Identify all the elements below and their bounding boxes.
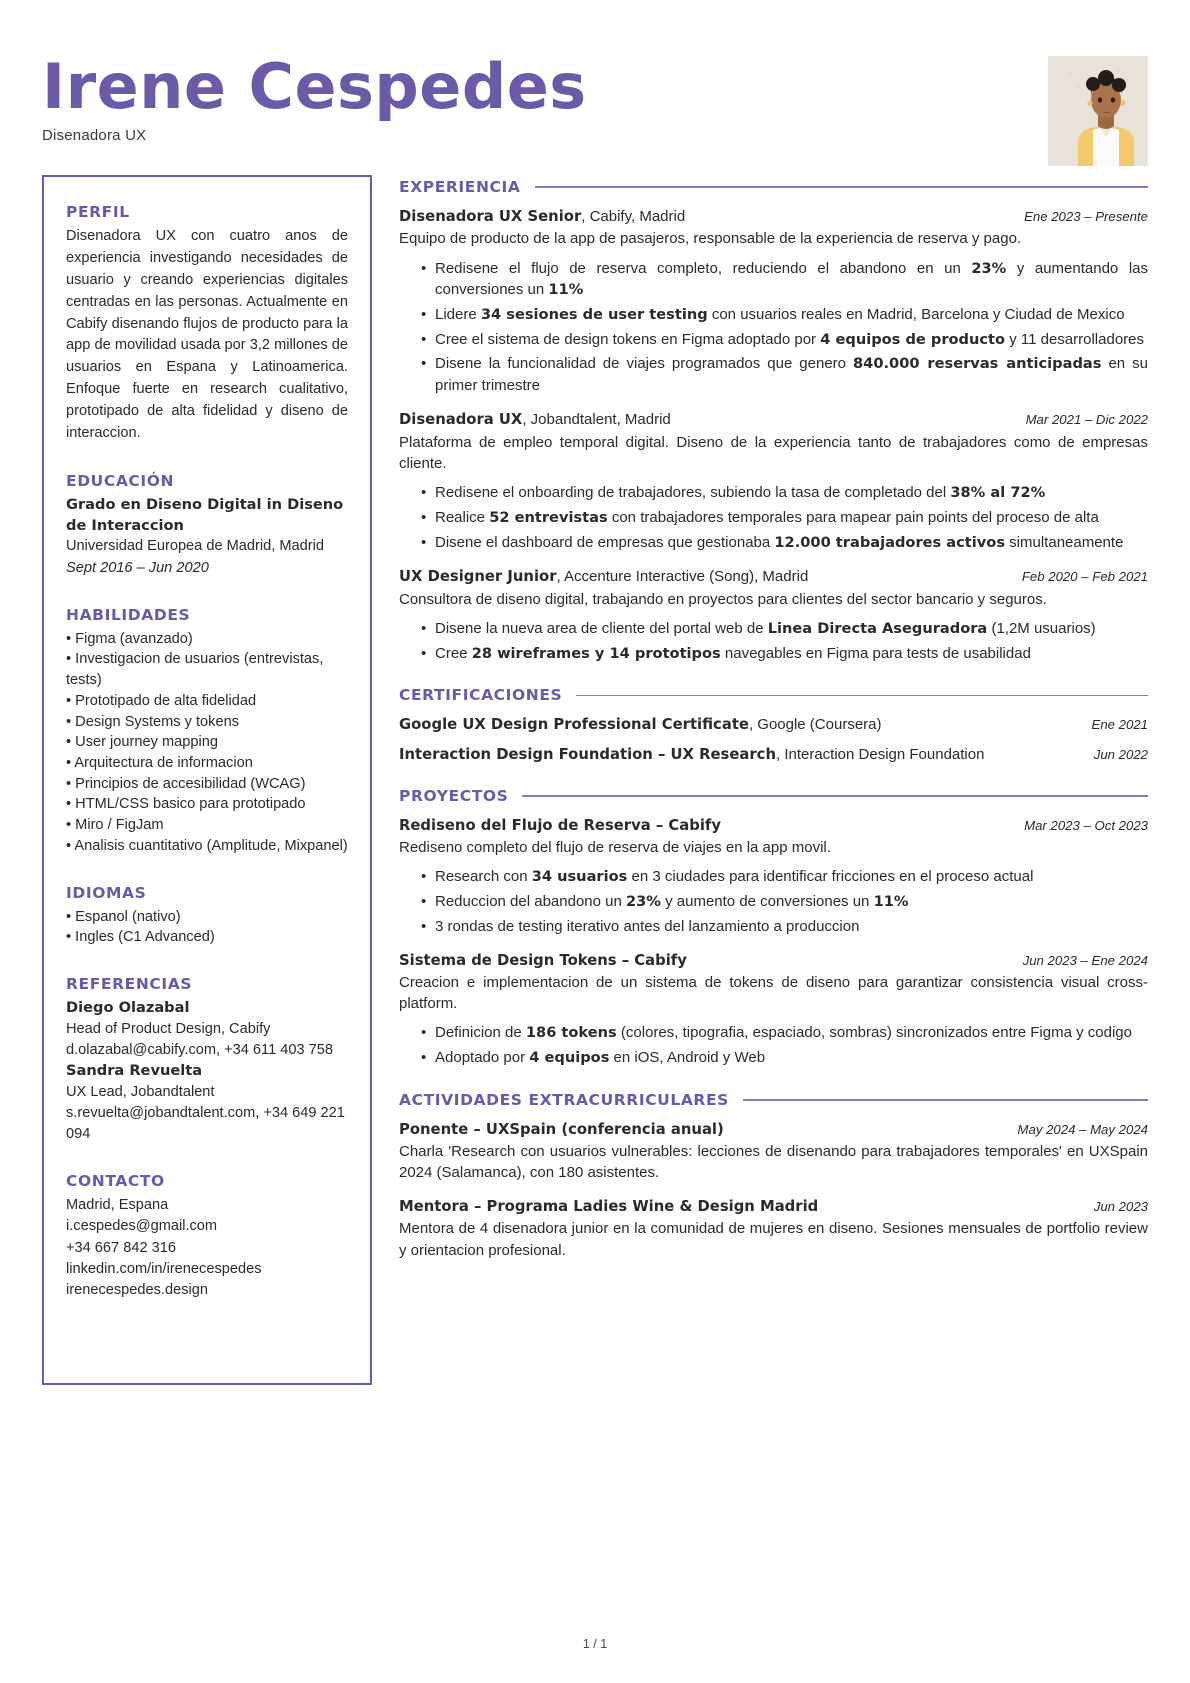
contact-list bbox=[66, 1195, 348, 1301]
entry-bullet: • Realice 52 entrevistas con trabajadores temporales para mapear pain points del proceso de alta bbox=[421, 507, 1148, 529]
language-item: • Ingles (C1 Advanced) bbox=[66, 929, 215, 946]
entry-title: Disenadora UX Senior, Cabify, Madrid bbox=[399, 208, 686, 225]
entry-title: Rediseno del Flujo de Reserva – Cabify bbox=[399, 816, 722, 834]
candidate-job-title: Disenadora UX bbox=[42, 127, 147, 144]
section-rule bbox=[522, 795, 1148, 797]
skill-item: • Design Systems y tokens bbox=[66, 713, 240, 730]
reference-contact: s.revuelta@jobandtalent.com, +34 649 221 094 bbox=[66, 1104, 345, 1143]
skills-list bbox=[66, 629, 348, 857]
entry-date: Mar 2023 – Oct 2023 bbox=[1024, 817, 1148, 833]
entry-date: Jun 2023 bbox=[1093, 1199, 1148, 1215]
section-header-certificaciones bbox=[399, 686, 1148, 704]
certification-date: Ene 2021 bbox=[1091, 717, 1148, 733]
entry-bullets bbox=[399, 866, 1148, 937]
contact-line: linkedin.com/in/irenecespedes bbox=[66, 1260, 262, 1277]
contact-line: +34 667 842 316 bbox=[66, 1239, 176, 1256]
section-rule bbox=[743, 1099, 1148, 1101]
entry bbox=[399, 951, 1148, 1069]
resume-body bbox=[0, 175, 1190, 1385]
education-school: Universidad Europea de Madrid, Madrid bbox=[66, 538, 324, 555]
certification-row bbox=[399, 745, 1148, 765]
entry bbox=[399, 816, 1148, 937]
entry-bullet: • 3 rondas de testing iterativo antes del lanzamiento a produccion bbox=[421, 916, 1148, 937]
certification-title: Interaction Design Foundation – UX Research, Interaction Design Foundation bbox=[399, 745, 985, 763]
entry bbox=[399, 1197, 1148, 1261]
entry-bullet: • Redisene el onboarding de trabajadores, subiendo la tasa de completado del 38% al 72% bbox=[421, 482, 1148, 504]
entry-bullet: • Lidere 34 sesiones de user testing con usuarios reales en Madrid, Barcelona y Ciudad de Mexico bbox=[421, 304, 1148, 326]
entry-description: Rediseno completo del flujo de reserva de viajes en la app movil. bbox=[399, 838, 831, 856]
skill-item: • Figma (avanzado) bbox=[66, 630, 193, 647]
experience-entries bbox=[399, 207, 1148, 664]
profile-photo-illustration bbox=[1048, 56, 1148, 166]
entry-header bbox=[399, 1120, 1148, 1140]
entry-description: Plataforma de empleo temporal digital. Diseno de la experiencia tanto de trabajadores como de empresas cliente. bbox=[399, 433, 1148, 472]
section-title-actividades: ACTIVIDADES EXTRACURRICULARES bbox=[399, 1090, 729, 1109]
entry-date: Ene 2023 – Presente bbox=[1024, 209, 1148, 224]
entry-bullets bbox=[399, 618, 1148, 664]
skill-item: • Prototipado de alta fidelidad bbox=[66, 692, 257, 709]
entry-header bbox=[399, 951, 1148, 971]
sidebar-heading-idiomas: IDIOMAS bbox=[66, 883, 147, 902]
entry-bullets bbox=[399, 482, 1148, 553]
section-header-proyectos bbox=[399, 787, 1148, 805]
sidebar-heading-educacion: EDUCACIÓN bbox=[66, 471, 175, 490]
languages-list bbox=[66, 907, 348, 948]
contact-line: irenecespedes.design bbox=[66, 1281, 208, 1298]
entry-bullet: • Research con 34 usuarios en 3 ciudades para identificar fricciones en el proceso actual bbox=[421, 866, 1148, 888]
entry-description: Equipo de producto de la app de pasajeros, responsable de la experiencia de reserva y pago. bbox=[399, 230, 1022, 248]
sidebar-heading-contacto: CONTACTO bbox=[66, 1172, 165, 1191]
contact-line: i.cespedes@gmail.com bbox=[66, 1218, 218, 1235]
entry-bullet: • Redisene el flujo de reserva completo, reduciendo el abandono en un 23% y aumentando las conversiones un 11% bbox=[421, 258, 1148, 301]
skill-item: • Analisis cuantitativo (Amplitude, Mixpanel) bbox=[66, 837, 348, 854]
section-title-proyectos: PROYECTOS bbox=[399, 786, 509, 805]
entry bbox=[399, 207, 1148, 396]
section-title-experiencia: EXPERIENCIA bbox=[399, 178, 521, 196]
entry-date: Feb 2020 – Feb 2021 bbox=[1021, 569, 1148, 585]
entry-header bbox=[399, 207, 1148, 227]
entry-date: Jun 2023 – Ene 2024 bbox=[1022, 952, 1148, 968]
entry-title: Sistema de Design Tokens – Cabify bbox=[399, 951, 687, 969]
entry bbox=[399, 567, 1148, 664]
entry-date: Mar 2021 – Dic 2022 bbox=[1025, 412, 1148, 428]
entry-bullet: • Reduccion del abandono un 23% y aumento de conversiones un 11% bbox=[421, 891, 1148, 913]
skill-item: • Principios de accesibilidad (WCAG) bbox=[66, 775, 306, 792]
language-item: • Espanol (nativo) bbox=[66, 908, 181, 925]
section-header-experiencia bbox=[399, 178, 1148, 196]
skill-item: • Arquitectura de informacion bbox=[66, 754, 253, 771]
entry-bullet: • Disene la funcionalidad de viajes programados que genero 840.000 reservas anticipadas en su primer trimestre bbox=[421, 353, 1148, 396]
profile-photo bbox=[1048, 56, 1148, 166]
section-rule bbox=[576, 695, 1148, 697]
certification-title: Google UX Design Professional Certificate, Google (Coursera) bbox=[399, 716, 882, 734]
entry-bullet: • Disene la nueva area de cliente del portal web de Linea Directa Aseguradora (1,2M usuarios) bbox=[421, 618, 1148, 640]
entry-date: May 2024 – May 2024 bbox=[1017, 1121, 1148, 1137]
reference-name: Diego Olazabal bbox=[66, 999, 190, 1016]
section-title-certificaciones: CERTIFICACIONES bbox=[399, 686, 563, 705]
profile-summary-text: Disenadora UX con cuatro anos de experiencia investigando necesidades de usuario y creando experiencias digitales centradas en las personas. Actualmente en Cabify disenando flujos de producto para la app de movilidad usada por 3,2 millones de usuarios en Espana y Latinoamerica. Enfoque fuerte en research cualitativo, prototipado de alta fidelidad y diseno de interaccion. bbox=[66, 228, 348, 442]
entry-bullet: • Disene el dashboard de empresas que gestionaba 12.000 trabajadores activos simultaneamente bbox=[421, 532, 1148, 554]
entry-bullet: • Cree 28 wireframes y 14 prototipos navegables en Figma para tests de usabilidad bbox=[421, 643, 1148, 665]
sidebar bbox=[42, 175, 372, 1385]
entry-title: UX Designer Junior, Accenture Interactive (Song), Madrid bbox=[399, 568, 809, 586]
section-rule bbox=[535, 186, 1149, 188]
contact-line: Madrid, Espana bbox=[66, 1197, 169, 1214]
entry bbox=[399, 410, 1148, 553]
references-list bbox=[66, 998, 348, 1145]
entry-title: Ponente – UXSpain (conferencia anual) bbox=[399, 1120, 724, 1138]
sidebar-heading-habilidades: HABILIDADES bbox=[66, 605, 191, 624]
education-dates: Sept 2016 – Jun 2020 bbox=[66, 559, 209, 576]
entry-title: Disenadora UX, Jobandtalent, Madrid bbox=[399, 411, 671, 429]
page-number: 1 / 1 bbox=[582, 1637, 608, 1651]
entry-description: Mentora de 4 disenadora junior en la comunidad de mujeres en diseno. Sesiones mensuales de portfolio review y orientacion profesional. bbox=[399, 1220, 1148, 1259]
skill-item: • Miro / FigJam bbox=[66, 817, 164, 834]
entry-bullets bbox=[399, 1022, 1148, 1068]
extracurricular-entries bbox=[399, 1120, 1148, 1261]
reference-role: UX Lead, Jobandtalent bbox=[66, 1083, 215, 1100]
section-header-actividades bbox=[399, 1091, 1148, 1109]
skill-item: • HTML/CSS basico para prototipado bbox=[66, 796, 306, 813]
entry-description: Charla 'Research con usuarios vulnerables: lecciones de disenando para trabajadores temporales' en UXSpain 2024 (Salamanca), con 180 asistentes. bbox=[399, 1142, 1148, 1182]
certification-date: Jun 2022 bbox=[1093, 746, 1148, 762]
resume-header bbox=[0, 0, 1190, 175]
entry-bullet: • Adoptado por 4 equipos en iOS, Android y Web bbox=[421, 1047, 1148, 1069]
entry-description: Creacion e implementacion de un sistema de tokens de diseno para garantizar consistencia visual cross-platform. bbox=[399, 973, 1148, 1013]
certification-row bbox=[399, 715, 1148, 735]
sidebar-heading-referencias: REFERENCIAS bbox=[66, 975, 193, 993]
project-entries bbox=[399, 816, 1148, 1069]
entry-bullet: • Cree el sistema de design tokens en Figma adoptado por 4 equipos de producto y 11 desarrolladores bbox=[421, 329, 1148, 351]
candidate-name: Irene Cespedes bbox=[42, 50, 587, 123]
entry-bullet: • Definicion de 186 tokens (colores, tipografia, espaciado, sombras) sincronizados entre Figma y codigo bbox=[421, 1022, 1148, 1044]
sidebar-heading-perfil: PERFIL bbox=[66, 203, 130, 221]
certification-entries bbox=[399, 715, 1148, 765]
entry-bullets bbox=[399, 258, 1148, 397]
entry-header bbox=[399, 816, 1148, 836]
reference-contact: d.olazabal@cabify.com, +34 611 403 758 bbox=[66, 1041, 334, 1058]
main-column bbox=[399, 175, 1148, 1275]
reference-role: Head of Product Design, Cabify bbox=[66, 1020, 271, 1037]
entry-description: Consultora de diseno digital, trabajando en proyectos para clientes del sector bancario y seguros. bbox=[399, 590, 1047, 608]
page-footer bbox=[0, 1637, 1190, 1651]
entry bbox=[399, 1120, 1148, 1184]
entry-title: Mentora – Programa Ladies Wine & Design Madrid bbox=[399, 1198, 819, 1216]
skill-item: • User journey mapping bbox=[66, 734, 218, 751]
entry-header bbox=[399, 567, 1148, 587]
education-degree: Grado en Diseno Digital in Diseno de Interaccion bbox=[66, 495, 344, 534]
reference-name: Sandra Revuelta bbox=[66, 1062, 203, 1080]
entry-header bbox=[399, 410, 1148, 430]
skill-item: • Investigacion de usuarios (entrevistas, tests) bbox=[66, 651, 324, 689]
entry-header bbox=[399, 1197, 1148, 1217]
